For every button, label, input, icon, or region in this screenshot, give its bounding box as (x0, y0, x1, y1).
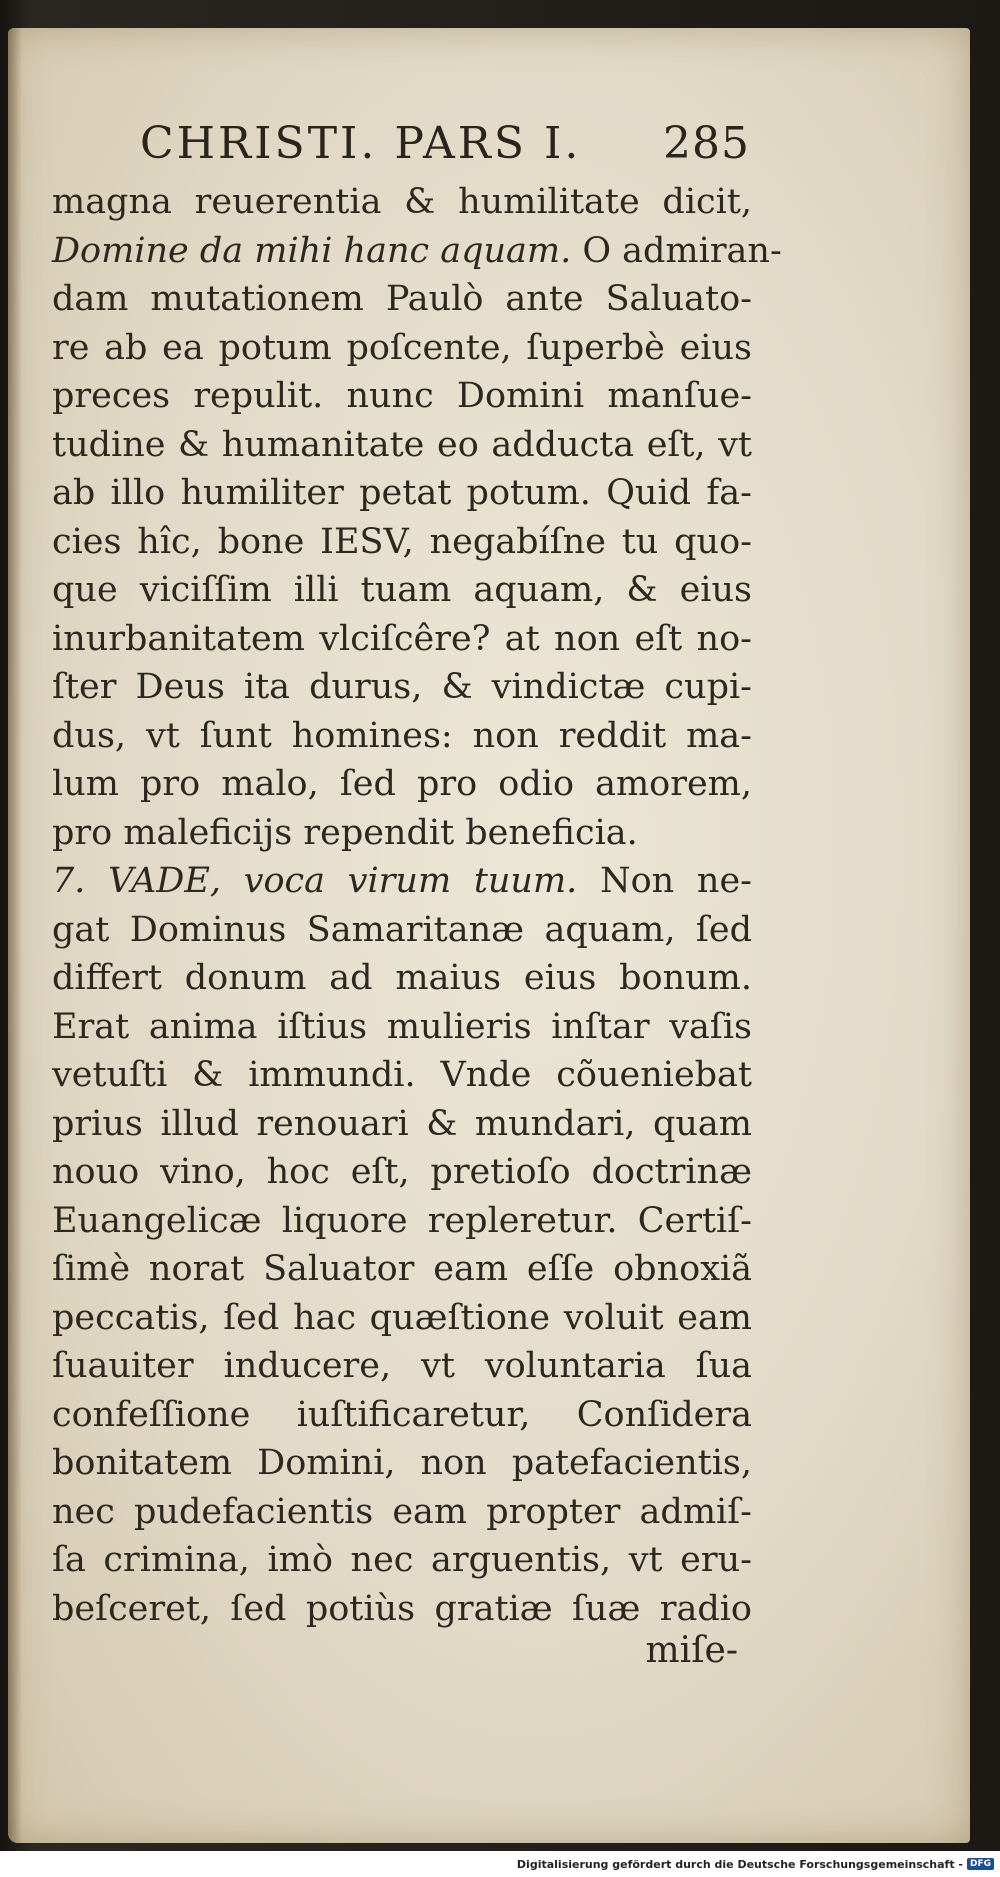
catchword: miſe- (645, 1630, 738, 1671)
line-text: ſter Deus ita durus, & vindictæ cupi- (52, 667, 752, 707)
line-text: beſceret, ſed potiùs gratiæ ſuæ radio (52, 1588, 752, 1629)
line-text: nouo vino, hoc eſt, pretioſo doctrinæ (52, 1152, 752, 1192)
line-text: ab illo humiliter petat potum. Quid fa- (52, 473, 752, 513)
text-line (52, 469, 752, 518)
line-text: dam mutationem Paulò ante Saluato- (52, 279, 752, 319)
text-line (52, 1100, 752, 1149)
text-line (52, 421, 752, 470)
text-line (52, 1488, 752, 1537)
line-text: inurbanitatem vlciſcêre? at non eſt no- (52, 618, 752, 659)
line-text: prius illud renouari & mundari, quam (52, 1103, 752, 1144)
line-text: magna reuerentia & humilitate dicit, (52, 182, 752, 222)
page-gutter-shadow (8, 28, 22, 1843)
line-text: Non ne- (577, 861, 753, 901)
text-line (52, 227, 782, 276)
line-text: que viciſſim illi tuam aquam, & eius (52, 570, 752, 610)
text-line (52, 615, 752, 664)
line-text: ſimè norat Saluator eam eſſe obnoxiã (52, 1249, 752, 1289)
text-line (52, 712, 752, 761)
body-text (52, 178, 782, 1633)
text-line (52, 178, 752, 227)
line-text: Erat anima iſtius mulieris inſtar vaſis (52, 1006, 752, 1047)
text-line (52, 906, 752, 955)
line-text: lum pro malo, ſed pro odio amorem, (52, 764, 752, 804)
text-line (52, 324, 752, 373)
text-line (52, 760, 752, 809)
text-line (52, 1245, 752, 1294)
line-text: differt donum ad maius eius bonum. (52, 958, 752, 998)
text-line (52, 1197, 752, 1246)
text-line (52, 1439, 752, 1488)
line-text: preces repulit. nunc Domini manſue- (52, 376, 752, 416)
line-text: bonitatem Domini, non patefacientis, (52, 1443, 752, 1483)
text-line (52, 518, 752, 567)
text-line (52, 1342, 752, 1391)
text-line (52, 857, 752, 906)
line-text: re ab ea potum poſcente, ſuperbè eius (52, 327, 752, 368)
footer-credit-text: Digitalisierung gefördert durch die Deutsche Forschungsgemeinschaft - (516, 1857, 963, 1871)
line-text: ſa crimina, imò nec arguentis, vt eru- (52, 1540, 752, 1580)
line-text: gat Dominus Samaritanæ aquam, ſed (52, 909, 752, 950)
line-text: ſuauiter inducere, vt voluntaria ſua (52, 1346, 752, 1386)
text-line (52, 1051, 752, 1100)
line-text: dus, vt ſunt homines: non reddit ma- (52, 715, 752, 756)
line-text: vetuſti & immundi. Vnde cõueniebat (52, 1055, 752, 1095)
text-line (52, 1294, 752, 1343)
line-text: cies hîc, bone IESV, negabíſne tu quo- (52, 521, 752, 562)
text-line (52, 954, 752, 1003)
italic-phrase: Domine da mihi hanc aquam. (52, 230, 572, 271)
italic-phrase: 7. VADE, voca virum tuum. (52, 861, 578, 901)
line-text: tudine & humanitate eo adducta eſt, vt (52, 424, 752, 465)
text-line (52, 809, 752, 858)
running-head-title: CHRISTI. PARS I. (140, 118, 582, 169)
text-line (52, 566, 752, 615)
line-text: Euangelicæ liquore repleretur. Certiſ- (52, 1200, 752, 1241)
line-text: nec pudefacientis eam propter admiſ- (52, 1491, 752, 1532)
text-line (52, 1585, 752, 1634)
page-number: 285 (663, 118, 750, 169)
text-line (52, 275, 752, 324)
line-text: O admiran- (571, 230, 782, 271)
text-line (52, 1003, 752, 1052)
line-text: peccatis, ſed hac quæſtione voluit eam (52, 1297, 752, 1338)
running-head (140, 118, 750, 178)
text-line (52, 663, 752, 712)
text-line (52, 1148, 752, 1197)
digitization-credit-footer (0, 1851, 1000, 1877)
line-text: pro maleficijs rependit beneficia. (52, 812, 638, 853)
text-line (52, 1536, 752, 1585)
text-line (52, 1391, 752, 1440)
text-line (52, 372, 752, 421)
dfg-logo-icon: DFG (967, 1858, 994, 1870)
line-text: confeſſione iuſtificaretur, Conſidera (52, 1394, 752, 1435)
